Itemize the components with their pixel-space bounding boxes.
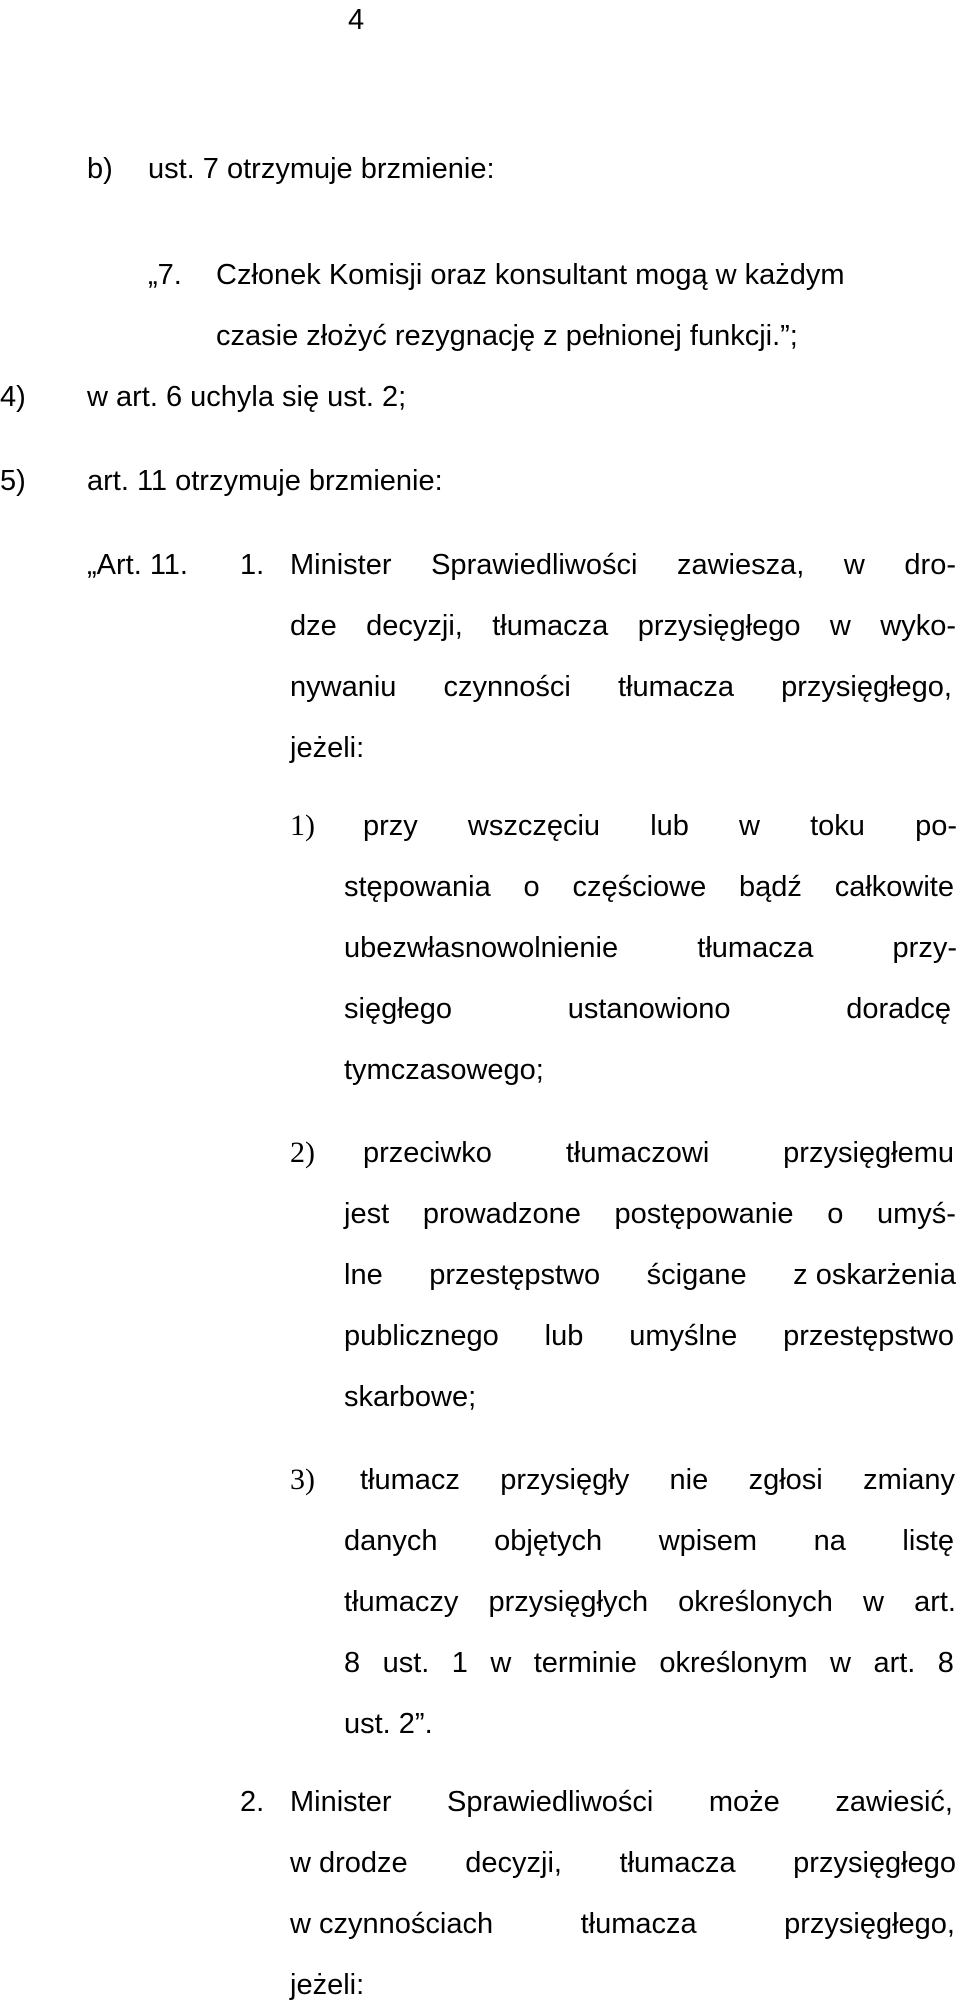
word: decyzji, bbox=[366, 610, 463, 642]
point-1-line-3 bbox=[344, 934, 957, 963]
item-b-text: ust. 7 otrzymuje brzmienie: bbox=[148, 153, 495, 185]
word: z oskarżenia bbox=[793, 1259, 956, 1291]
item-b-marker: b) bbox=[87, 153, 113, 185]
word: Sprawiedliwości bbox=[447, 1786, 654, 1818]
point-3-line-4 bbox=[344, 1649, 954, 1678]
word: wyko- bbox=[880, 610, 956, 642]
item-4-marker: 4) bbox=[0, 381, 26, 413]
point-2-line-3 bbox=[344, 1261, 956, 1290]
word: tłumacz bbox=[360, 1464, 460, 1496]
point-2-line-2 bbox=[344, 1200, 956, 1229]
paragraph-2-line-2 bbox=[290, 1849, 956, 1878]
word: toku bbox=[810, 810, 865, 842]
word: danych bbox=[344, 1525, 438, 1557]
page-number: 4 bbox=[348, 4, 365, 36]
word: przysięgłego, bbox=[781, 671, 952, 703]
word: przysięgłemu bbox=[783, 1137, 954, 1169]
word: w drodze bbox=[290, 1847, 408, 1879]
point-3-number: 3) bbox=[290, 1463, 315, 1496]
point-3-line-5: ust. 2”. bbox=[344, 1708, 433, 1740]
word: 8 bbox=[937, 1647, 954, 1679]
word: tłumacza bbox=[617, 671, 734, 703]
word: ust. bbox=[382, 1647, 430, 1679]
point-1-number: 1) bbox=[290, 809, 315, 842]
item-4-text: w art. 6 uchyla się ust. 2; bbox=[87, 381, 407, 413]
paragraph-1-line-3 bbox=[290, 673, 952, 702]
word: przysięgłego, bbox=[784, 1908, 955, 1940]
word: przysięgły bbox=[500, 1464, 630, 1496]
quote-number: „7. bbox=[148, 259, 182, 291]
paragraph-1-line-1 bbox=[290, 551, 956, 580]
word: przestępstwo bbox=[783, 1320, 954, 1352]
word: przeciwko bbox=[363, 1137, 492, 1169]
word: w bbox=[829, 610, 851, 642]
word: Minister bbox=[290, 549, 392, 581]
word: przestępstwo bbox=[429, 1259, 601, 1291]
word: całkowite bbox=[834, 871, 954, 903]
paragraph-2-number: 2. bbox=[240, 1786, 265, 1818]
word: wszczęciu bbox=[467, 810, 601, 842]
point-3-line-1 bbox=[360, 1466, 955, 1495]
word: Minister bbox=[290, 1786, 392, 1818]
point-1-line-1 bbox=[363, 812, 957, 841]
quote-line-2: czasie złożyć rezygnację z pełnionej funkcji.”; bbox=[216, 320, 798, 352]
word: lub bbox=[650, 810, 689, 842]
word: w bbox=[863, 1586, 884, 1618]
word: art. bbox=[873, 1647, 916, 1679]
word: czynności bbox=[443, 671, 571, 703]
word: wpisem bbox=[658, 1525, 757, 1557]
item-5-marker: 5) bbox=[0, 465, 26, 497]
word: zawiesza, bbox=[676, 549, 805, 581]
word: dze bbox=[290, 610, 337, 642]
word: nie bbox=[669, 1464, 709, 1496]
paragraph-2-line-4: jeżeli: bbox=[290, 1969, 365, 2001]
word: ścigane bbox=[646, 1259, 747, 1291]
word: przysięgłego bbox=[793, 1847, 956, 1879]
word: 8 bbox=[344, 1647, 361, 1679]
word: Sprawiedliwości bbox=[431, 549, 638, 581]
point-1-line-5: tymczasowego; bbox=[344, 1054, 544, 1086]
word: tłumaczy bbox=[344, 1586, 459, 1618]
word: przysięgłego bbox=[637, 610, 801, 642]
paragraph-1-line-2 bbox=[290, 612, 956, 641]
word: w bbox=[830, 1647, 851, 1679]
word: tłumacza bbox=[580, 1908, 697, 1940]
word: jest bbox=[344, 1198, 390, 1230]
word: bądź bbox=[739, 871, 802, 903]
word: listę bbox=[902, 1525, 954, 1557]
paragraph-1-line-4: jeżeli: bbox=[290, 732, 365, 764]
word: publicznego bbox=[344, 1320, 499, 1352]
word: tłumacza bbox=[697, 932, 814, 964]
word: terminie bbox=[533, 1647, 637, 1679]
word: postępowanie bbox=[614, 1198, 794, 1230]
word: może bbox=[708, 1786, 780, 1818]
word: stępowania bbox=[344, 871, 491, 903]
point-2-line-1 bbox=[363, 1139, 954, 1168]
word: tłumacza bbox=[619, 1847, 736, 1879]
word: przy bbox=[363, 810, 418, 842]
word: tłumacza bbox=[492, 610, 609, 642]
item-5-text: art. 11 otrzymuje brzmienie: bbox=[87, 465, 443, 497]
word: art. bbox=[914, 1586, 956, 1618]
word: doradcę bbox=[846, 993, 951, 1025]
word: nywaniu bbox=[290, 671, 397, 703]
point-1-line-4 bbox=[344, 995, 951, 1024]
word: ubezwłasnowolnienie bbox=[344, 932, 619, 964]
word: określonych bbox=[678, 1586, 833, 1618]
word: zgłosi bbox=[748, 1464, 823, 1496]
word: o bbox=[827, 1198, 844, 1230]
paragraph-2-line-1 bbox=[290, 1788, 953, 1817]
word: prowadzone bbox=[422, 1198, 581, 1230]
word: zmiany bbox=[863, 1464, 955, 1496]
word: na bbox=[813, 1525, 846, 1557]
word: określonym bbox=[659, 1647, 808, 1679]
word: dro- bbox=[904, 549, 956, 581]
word: lne bbox=[344, 1259, 383, 1291]
word: częściowe bbox=[572, 871, 707, 903]
word: po- bbox=[915, 810, 957, 842]
word: przysięgłych bbox=[488, 1586, 649, 1618]
paragraph-1-number: 1. bbox=[240, 549, 265, 581]
point-2-number: 2) bbox=[290, 1136, 315, 1169]
word: w czynnościach bbox=[290, 1908, 494, 1940]
word: w bbox=[490, 1647, 512, 1679]
word: przy- bbox=[892, 932, 957, 964]
word: umyś- bbox=[877, 1198, 956, 1230]
word: objętych bbox=[494, 1525, 603, 1557]
word: umyślne bbox=[629, 1320, 738, 1352]
point-3-line-2 bbox=[344, 1527, 954, 1556]
word: 1 bbox=[451, 1647, 468, 1679]
point-2-line-5: skarbowe; bbox=[344, 1381, 477, 1413]
word: w bbox=[739, 810, 760, 842]
word: sięgłego bbox=[344, 993, 453, 1025]
word: decyzji, bbox=[465, 1847, 562, 1879]
word: w bbox=[843, 549, 865, 581]
point-3-line-3 bbox=[344, 1588, 956, 1617]
word: o bbox=[523, 871, 540, 903]
word: ustanowiono bbox=[567, 993, 731, 1025]
point-2-line-4 bbox=[344, 1322, 954, 1351]
word: lub bbox=[544, 1320, 584, 1352]
article-heading: „Art. 11. bbox=[87, 549, 188, 581]
word: tłumaczowi bbox=[565, 1137, 710, 1169]
point-1-line-2 bbox=[344, 873, 954, 902]
paragraph-2-line-3 bbox=[290, 1910, 955, 1939]
word: zawiesić, bbox=[835, 1786, 953, 1818]
quote-line-1: Członek Komisji oraz konsultant mogą w każdym bbox=[216, 259, 845, 291]
